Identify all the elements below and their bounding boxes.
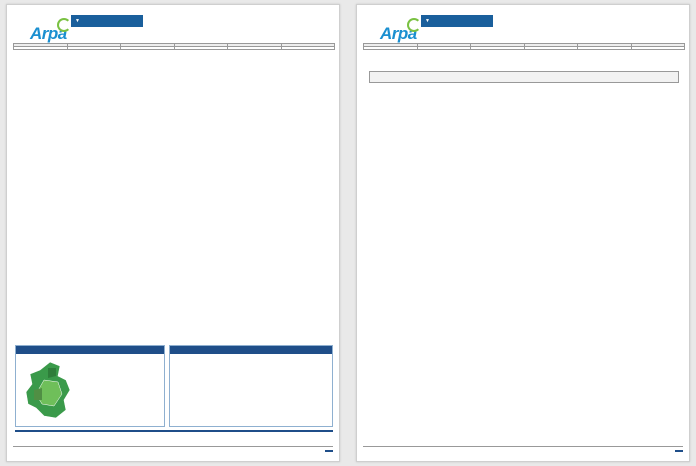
- piemonte-zones-map: [20, 360, 80, 422]
- footer-url-link[interactable]: [675, 450, 683, 452]
- page-footer: [13, 446, 333, 455]
- note-title: [15, 430, 333, 432]
- legend-title: [369, 71, 679, 83]
- bollettino-banner: ▼: [71, 15, 143, 27]
- bulletin-info-table: [363, 43, 685, 50]
- footer-url-link[interactable]: [325, 450, 333, 452]
- page-footer: [363, 446, 683, 455]
- legend-levels-box: [169, 345, 333, 427]
- bulletin-page-2: [356, 4, 690, 462]
- bulletin-page-1: [6, 4, 340, 462]
- arpa-logo: Arpa: [17, 13, 69, 35]
- arpa-logo: Arpa: [367, 13, 419, 35]
- legend-zones-box: [15, 345, 165, 427]
- bulletin-info-table: [13, 43, 335, 50]
- bollettino-banner: ▼: [421, 15, 493, 27]
